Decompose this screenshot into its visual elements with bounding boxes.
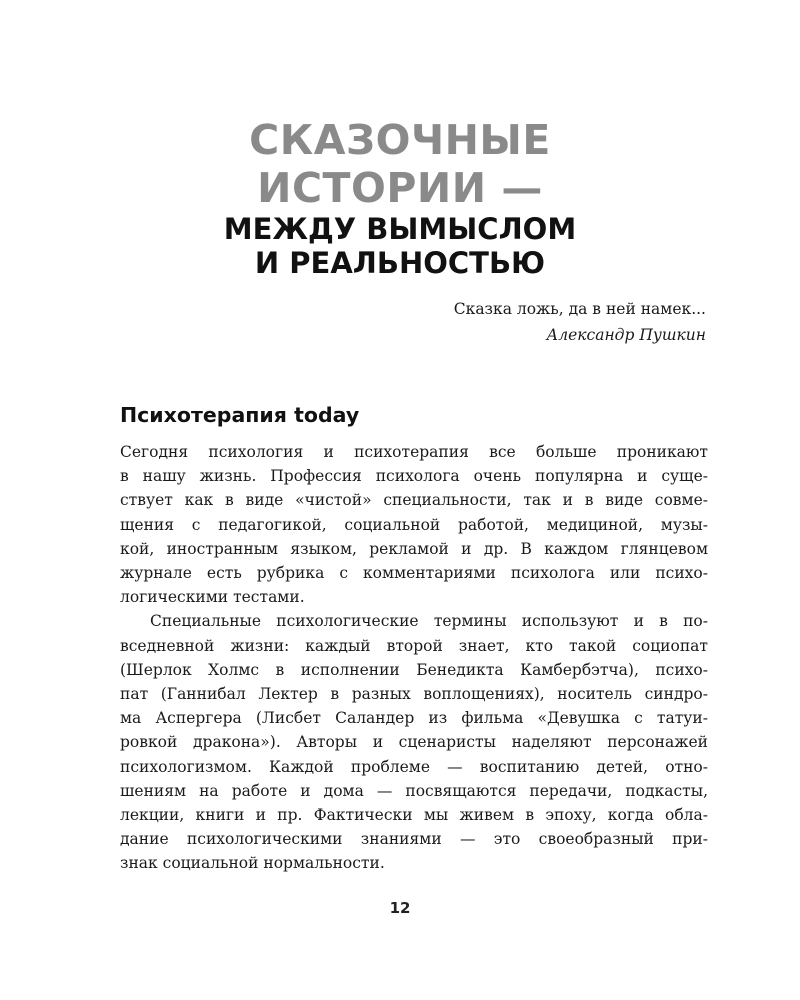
- paragraph-2: [120, 609, 708, 875]
- epigraph: [454, 296, 706, 348]
- text-line: Сегодня психология и психотерапия все больше проникают: [120, 443, 708, 461]
- paragraph-1: [120, 440, 708, 609]
- text-line: Специальные психологические термины используют и в по-: [150, 612, 708, 631]
- text-line: журнале есть рубрика с комментариями психолога или психо-: [120, 564, 708, 583]
- text-line: пат (Ганнибал Лектер в разных воплощениях), носитель синдро-: [120, 685, 708, 704]
- text-line: кой, иностранным языком, рекламой и др. В каждом глянцевом: [120, 539, 708, 558]
- text-line: щения с педагогикой, социальной работой, медициной, музы-: [120, 515, 708, 534]
- chapter-subtitle-line: И РЕАЛЬНОСТЬЮ: [254, 246, 546, 280]
- body-text: [120, 440, 708, 876]
- text-line: в нашу жизнь. Профессия психолога очень популярна и суще-: [120, 467, 708, 486]
- text-line: вседневной жизни: каждый второй знает, кто такой социопат: [120, 636, 708, 655]
- epigraph-quote: Сказка ложь, да в ней намек...: [453, 300, 706, 318]
- text-line: ровкой дракона»). Авторы и сценаристы наделяют персонажей: [120, 733, 708, 752]
- epigraph-author: Александр Пушкин: [546, 326, 706, 344]
- chapter-subtitle-line: МЕЖДУ ВЫМЫСЛОМ: [223, 212, 577, 246]
- text-line: лекции, книги и пр. Фактически мы живем в эпоху, когда обла-: [120, 806, 708, 825]
- text-line: дание психологическими знаниями — это своеобразный при-: [120, 830, 708, 849]
- chapter-title: [0, 116, 800, 280]
- text-line: ствует как в виде «чистой» специальности, так и в виде совме-: [120, 491, 708, 510]
- chapter-title-line: ИСТОРИИ —: [257, 164, 543, 212]
- text-line: логическими тестами.: [120, 588, 305, 607]
- text-line: шениям на работе и дома — посвящаются передачи, подкасты,: [120, 781, 708, 800]
- page-number: 12: [389, 899, 411, 917]
- chapter-subtitle: [0, 212, 800, 280]
- section-heading: Психотерапия today: [120, 403, 360, 427]
- text-line: (Шерлок Холмс в исполнении Бенедикта Камбербэтча), психо-: [120, 660, 708, 679]
- text-line: знак социальной нормальности.: [120, 854, 385, 873]
- chapter-title-line: СКАЗОЧНЫЕ: [249, 116, 551, 164]
- text-line: психологизмом. Каждой проблеме — воспитанию детей, отно-: [120, 757, 708, 776]
- text-line: ма Аспергера (Лисбет Саландер из фильма «Девушка с татуи-: [120, 709, 708, 728]
- chapter-title-gray: [0, 116, 800, 212]
